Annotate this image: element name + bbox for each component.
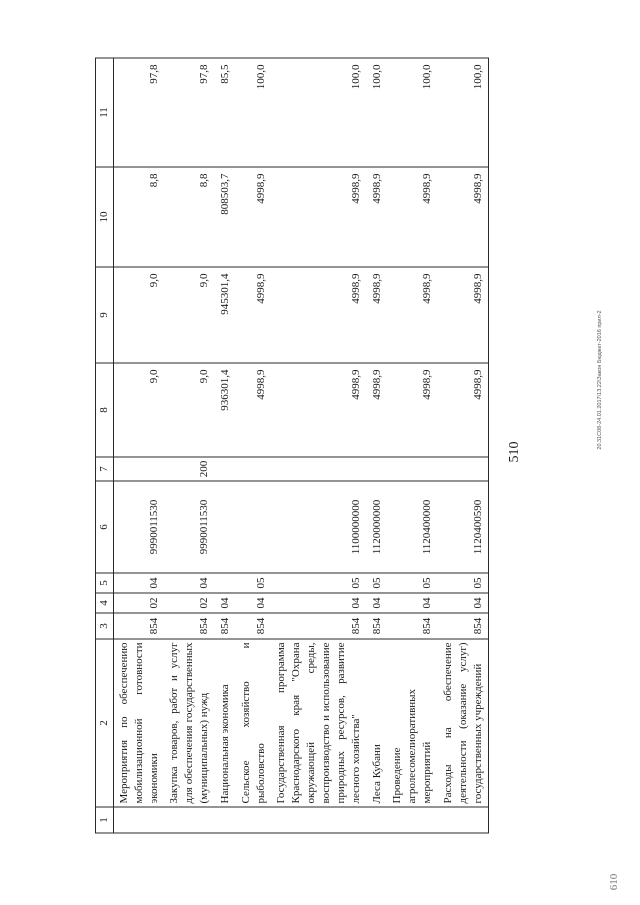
code-vr — [367, 457, 388, 481]
code-pr: 05 — [438, 573, 489, 593]
scan-page-mark: 610 — [608, 873, 620, 891]
value-col9: 4998,9 — [271, 267, 366, 363]
header-cell: 3 — [96, 613, 114, 639]
code-gr: 854 — [113, 613, 164, 639]
code-vr — [215, 457, 236, 481]
value-col8: 4998,9 — [271, 363, 366, 457]
value-col11: 100,0 — [438, 58, 489, 167]
code-rz: 04 — [215, 593, 236, 613]
value-col11: 100,0 — [367, 58, 388, 167]
value-col10: 4998,9 — [271, 167, 366, 267]
value-col8: 936301,4 — [215, 363, 236, 457]
code-gr: 854 — [271, 613, 366, 639]
row-name: Мероприятия по обеспечению мобилизационной готовности экономики — [113, 639, 164, 807]
value-col10: 4998,9 — [438, 167, 489, 267]
code-pr: 05 — [367, 573, 388, 593]
value-col9: 9,0 — [164, 267, 215, 363]
code-csr: 1100000000 — [271, 481, 366, 573]
code-rz: 04 — [236, 593, 272, 613]
code-vr — [387, 457, 438, 481]
value-col9: 4998,9 — [236, 267, 272, 363]
code-gr: 854 — [215, 613, 236, 639]
value-col9: 9,0 — [113, 267, 164, 363]
code-rz: 04 — [438, 593, 489, 613]
table-row — [215, 58, 236, 833]
code-vr — [438, 457, 489, 481]
row-index-cell — [367, 807, 388, 833]
code-pr: 05 — [271, 573, 366, 593]
code-pr: 05 — [236, 573, 272, 593]
code-vr — [113, 457, 164, 481]
code-csr: 1120400000 — [387, 481, 438, 573]
value-col11: 100,0 — [387, 58, 438, 167]
value-col8: 9,0 — [164, 363, 215, 457]
code-pr: 04 — [164, 573, 215, 593]
code-vr — [236, 457, 272, 481]
row-index-cell — [271, 807, 366, 833]
header-cell: 11 — [96, 58, 114, 167]
row-index-cell — [164, 807, 215, 833]
row-name: Расходы на обеспечение деятельности (оказание услуг) государственных учреждений — [438, 639, 489, 807]
table-header-row — [96, 58, 114, 833]
table-row — [236, 58, 272, 833]
code-csr: 1120400590 — [438, 481, 489, 573]
code-rz: 04 — [387, 593, 438, 613]
value-col8: 4998,9 — [367, 363, 388, 457]
row-name: Национальная экономика — [215, 639, 236, 807]
code-csr: 1120000000 — [367, 481, 388, 573]
value-col10: 808503,7 — [215, 167, 236, 267]
value-col10: 8,8 — [113, 167, 164, 267]
header-cell: 10 — [96, 167, 114, 267]
table-row — [113, 58, 164, 833]
code-gr: 854 — [236, 613, 272, 639]
budget-table — [95, 58, 489, 834]
header-cell: 2 — [96, 639, 114, 807]
code-gr: 854 — [387, 613, 438, 639]
table-row — [164, 58, 215, 833]
value-col10: 8,8 — [164, 167, 215, 267]
code-vr — [271, 457, 366, 481]
code-rz: 02 — [164, 593, 215, 613]
header-cell: 9 — [96, 267, 114, 363]
header-cell: 7 — [96, 457, 114, 481]
value-col11: 100,0 — [271, 58, 366, 167]
code-csr — [236, 481, 272, 573]
value-col11: 97,8 — [113, 58, 164, 167]
code-vr: 200 — [164, 457, 215, 481]
value-col11: 100,0 — [236, 58, 272, 167]
row-name: Леса Кубани — [367, 639, 388, 807]
code-rz: 04 — [367, 593, 388, 613]
page-number: 510 — [507, 441, 522, 463]
code-gr: 854 — [164, 613, 215, 639]
value-col9: 945301,4 — [215, 267, 236, 363]
budget-table-container — [95, 59, 515, 834]
value-col10: 4998,9 — [387, 167, 438, 267]
code-pr — [215, 573, 236, 593]
value-col8: 4998,9 — [236, 363, 272, 457]
value-col10: 4998,9 — [236, 167, 272, 267]
code-csr: 9990011530 — [164, 481, 215, 573]
value-col8: 4998,9 — [387, 363, 438, 457]
table-row — [271, 58, 366, 833]
row-name: Сельское хозяйство и рыболовство — [236, 639, 272, 807]
code-pr: 05 — [387, 573, 438, 593]
value-col11: 97,8 — [164, 58, 215, 167]
header-cell: 8 — [96, 363, 114, 457]
table-row — [367, 58, 388, 833]
code-gr: 854 — [367, 613, 388, 639]
row-name: Закупка товаров, работ и услуг для обеспечения государственных (муниципальных) нужд — [164, 639, 215, 807]
code-pr: 04 — [113, 573, 164, 593]
code-csr — [215, 481, 236, 573]
code-rz: 04 — [271, 593, 366, 613]
header-cell: 1 — [96, 807, 114, 833]
code-rz: 02 — [113, 593, 164, 613]
row-index-cell — [236, 807, 272, 833]
row-name: Проведение агролесомелиоративных мероприятий — [387, 639, 438, 807]
row-index-cell — [438, 807, 489, 833]
value-col9: 4998,9 — [387, 267, 438, 363]
header-cell: 4 — [96, 593, 114, 613]
value-col9: 4998,9 — [438, 267, 489, 363]
row-index-cell — [387, 807, 438, 833]
header-cell: 6 — [96, 481, 114, 573]
code-gr: 854 — [438, 613, 489, 639]
row-name: Государственная программа Краснодарского края "Охрана окружающей среды, воспроизводство и использование природных ресурсов, развитие лесного хозяйства" — [271, 639, 366, 807]
header-cell: 5 — [96, 573, 114, 593]
table-row — [387, 58, 438, 833]
footer-file-path: 20.31С08-24.01.2017\13.22\Закон Бюджет-2016 прил-2 — [597, 310, 603, 450]
value-col8: 4998,9 — [438, 363, 489, 457]
row-index-cell — [215, 807, 236, 833]
value-col10: 4998,9 — [367, 167, 388, 267]
table-row — [438, 58, 489, 833]
code-csr: 9990011530 — [113, 481, 164, 573]
value-col9: 4998,9 — [367, 267, 388, 363]
value-col11: 85,5 — [215, 58, 236, 167]
row-index-cell — [113, 807, 164, 833]
value-col8: 9,0 — [113, 363, 164, 457]
